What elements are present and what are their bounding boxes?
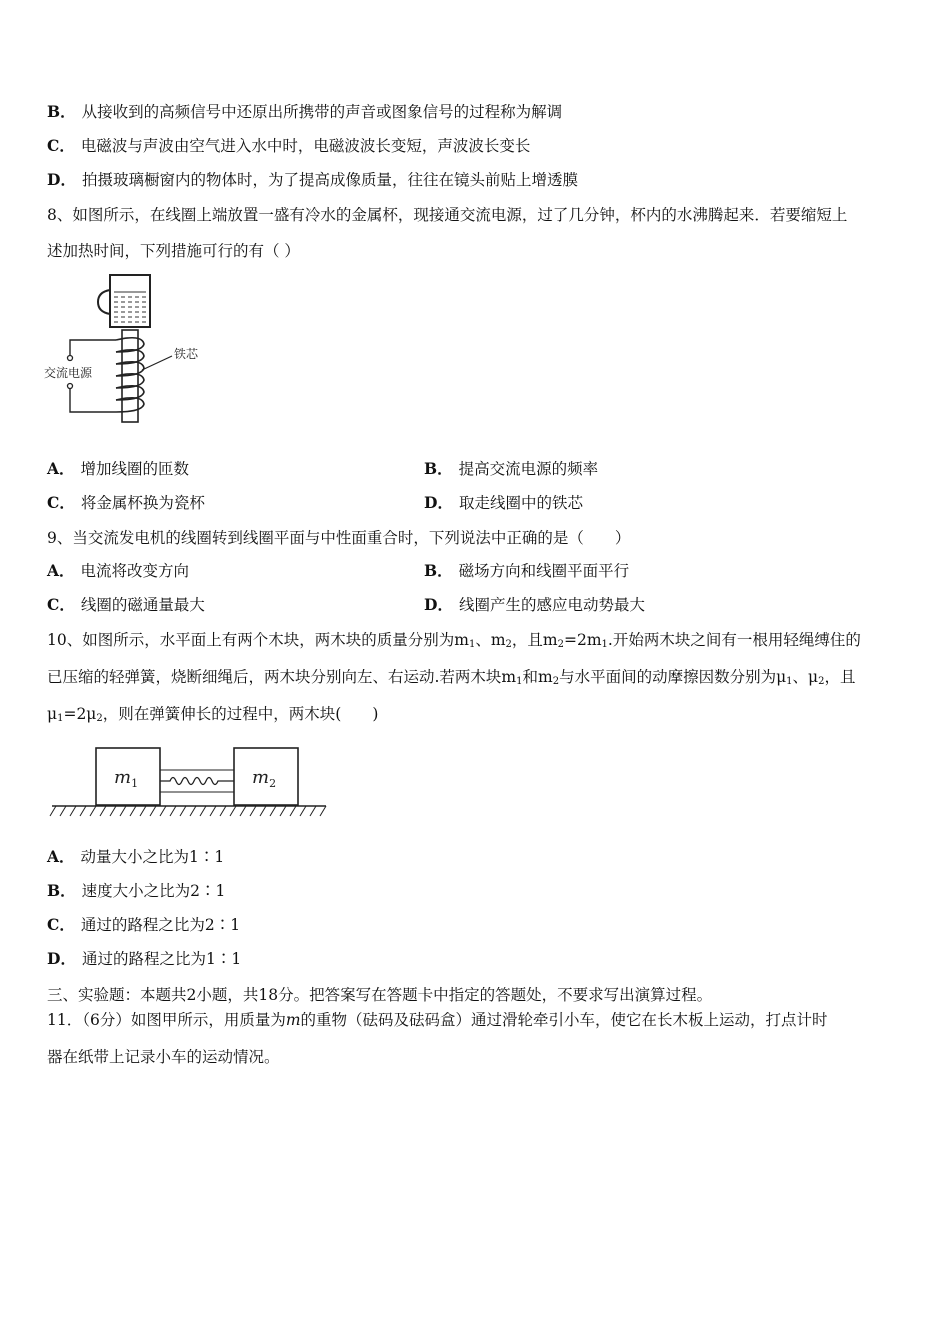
q8-option-b-wrap: [424, 459, 598, 479]
q8-stem-line2: 述加热时间，下列措施可行的有（ ）: [47, 242, 300, 260]
subscript: 1: [786, 676, 793, 687]
q9-option-b-wrap: [424, 561, 629, 581]
section-heading: 三、实验题：本题共2小题，共18分。把答案写在答题卡中指定的答题处，不要求写出演算过程。: [47, 986, 713, 1004]
text-run: ，且m: [511, 631, 558, 649]
q10-stem-line2: [47, 667, 856, 692]
subscript: 2: [818, 676, 825, 687]
option-text: 动量大小之比为1∶1: [80, 848, 225, 866]
text-run: μ: [47, 705, 58, 723]
power-label: 交流电源: [44, 366, 93, 380]
q8-options-row1: [47, 459, 747, 479]
text-run: 、m: [475, 631, 506, 649]
text-run: =2μ: [63, 705, 97, 723]
q9-option-d: 线圈产生的感应电动势最大: [458, 596, 645, 614]
option-label: B．: [424, 459, 453, 478]
q8-option-a: 增加线圈的匝数: [80, 460, 190, 478]
q7-option-c: [47, 136, 530, 156]
option-label: D．: [47, 170, 76, 189]
spring: [160, 778, 234, 785]
mass-symbol: m: [285, 1011, 301, 1029]
q10-option-c: [47, 915, 240, 935]
ground-hatch: [50, 806, 326, 816]
option-text: 速度大小之比为2∶1: [81, 882, 226, 900]
subscript: 1: [57, 713, 64, 724]
coil: [116, 338, 144, 412]
q9-options-row2: [47, 595, 747, 615]
text-run: ，则在弹簧伸长的过程中，两木块( ): [102, 705, 379, 723]
q9-option-d-wrap: [424, 595, 645, 615]
option-label: C．: [47, 493, 75, 512]
option-label: D．: [47, 949, 76, 968]
option-label: D．: [424, 595, 453, 614]
option-label: D．: [424, 493, 453, 512]
q10-option-a: [47, 847, 224, 867]
metal-cup: [110, 275, 150, 327]
text-run: 、μ: [792, 668, 819, 686]
q8-option-d: 取走线圈中的铁芯: [458, 494, 583, 512]
text-run: .开始两木块之间有一根用轻绳缚住的: [607, 631, 861, 649]
text-run: =2m: [563, 631, 602, 649]
label-m1: $m_1$: [114, 767, 139, 790]
text-run: 的重物（砝码及砝码盒）通过滑轮牵引小车，使它在长木板上运动，打点计时: [300, 1011, 828, 1029]
q10-option-d: [47, 949, 241, 969]
q9-options-row1: [47, 561, 747, 581]
option-label: B．: [47, 881, 76, 900]
text-run: ，且: [824, 668, 856, 686]
subscript: 2: [557, 639, 564, 650]
q9-stem: 9、当交流发电机的线圈转到线圈平面与中性面重合时，下列说法中正确的是（ ）: [47, 529, 631, 547]
option-label: C．: [47, 136, 75, 155]
wire-bottom: [70, 388, 116, 412]
subscript: 2: [505, 639, 512, 650]
q8-stem-line1: 8、如图所示，在线圈上端放置一盛有冷水的金属杯，现接通交流电源，过了几分钟，杯内的水沸腾起来．若要缩短上: [47, 206, 848, 224]
q8-option-d-wrap: [424, 493, 583, 513]
q7-option-b: [47, 102, 562, 122]
q8-options-row2: [47, 493, 747, 513]
core-label: 铁芯: [174, 347, 199, 361]
text-run: 11．（6分）如图甲所示，用质量为: [47, 1011, 286, 1029]
subscript: 1: [516, 676, 523, 687]
option-label: C．: [47, 915, 75, 934]
subscript: 2: [552, 676, 560, 687]
q8-option-c: 将金属杯换为瓷杯: [80, 494, 205, 512]
option-label: A．: [47, 847, 75, 866]
option-label: B．: [47, 102, 76, 121]
text-run: 已压缩的轻弹簧，烧断细绳后，两木块分别向左、右运动.若两木块m: [47, 668, 517, 686]
text-run: 10、如图所示，水平面上有两个木块，两木块的质量分别为m: [47, 631, 469, 649]
q10-stem-line3: [47, 704, 378, 729]
cup-water: [114, 292, 146, 322]
option-label: A．: [47, 561, 75, 580]
option-text: 通过的路程之比为2∶1: [80, 916, 241, 934]
text-run: 和m: [522, 668, 553, 686]
option-label: C．: [47, 595, 75, 614]
option-text: 从接收到的高频信号中还原出所携带的声音或图象信号的过程称为解调: [81, 103, 563, 121]
q10-stem-line1: [47, 630, 861, 655]
option-text: 拍摄玻璃橱窗内的物体时，为了提高成像质量，往往在镜头前贴上增透膜: [81, 171, 578, 189]
q10-blocks-figure: [44, 740, 334, 820]
q8-coil-figure: [42, 272, 212, 424]
q9-option-b: 磁场方向和线圈平面平行: [458, 562, 630, 580]
subscript: 1: [468, 639, 476, 650]
wire-top: [70, 340, 116, 356]
option-text: 通过的路程之比为1∶1: [81, 950, 242, 968]
option-label: B．: [424, 561, 453, 580]
q11-stem-line2: 器在纸带上记录小车的运动情况。: [47, 1048, 280, 1066]
option-label: A．: [47, 459, 75, 478]
q7-option-d: [47, 170, 578, 190]
label-m2: $m_2$: [252, 767, 277, 790]
q8-option-b: 提高交流电源的频率: [458, 460, 599, 478]
subscript: 2: [96, 713, 103, 724]
q9-option-a: 电流将改变方向: [80, 562, 190, 580]
option-text: 电磁波与声波由空气进入水中时，电磁波波长变短，声波波长变长: [80, 137, 531, 155]
text-run: 与水平面间的动摩擦因数分别为μ: [559, 668, 787, 686]
q10-option-b: [47, 881, 225, 901]
q11-stem-line1: [47, 1010, 828, 1030]
subscript: 1: [601, 639, 608, 650]
q9-option-c: 线圈的磁通量最大: [80, 596, 205, 614]
